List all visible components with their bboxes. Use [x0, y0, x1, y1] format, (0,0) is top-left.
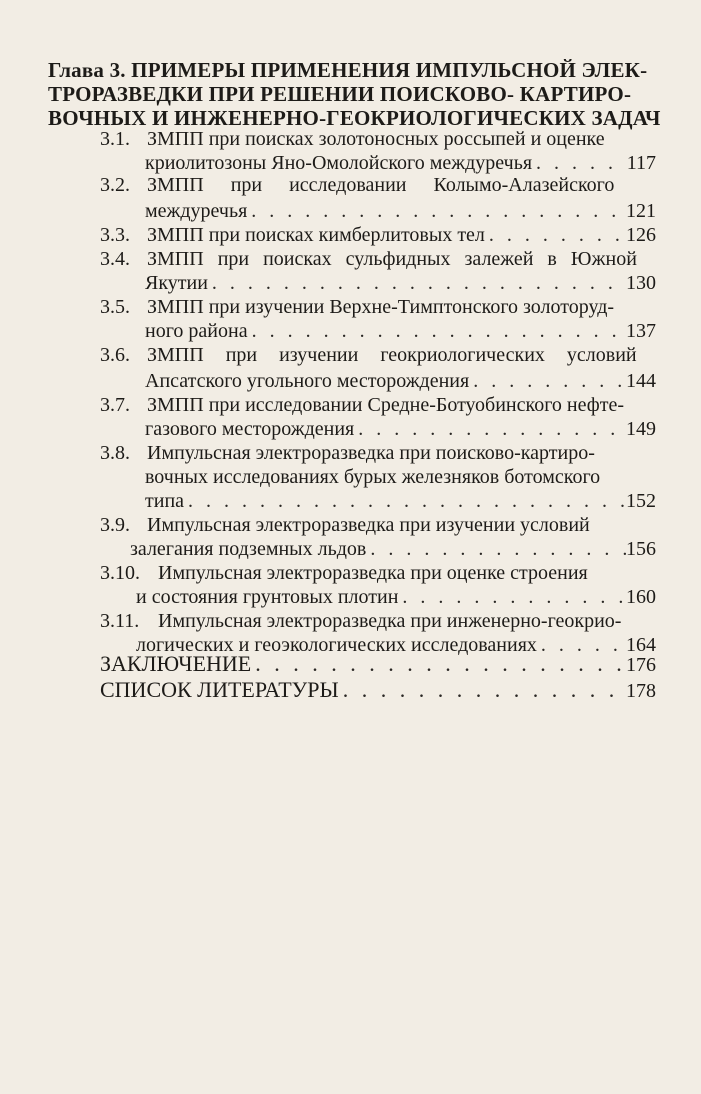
- leader-dots: [339, 677, 626, 703]
- entry-number: 3.5.: [100, 296, 130, 318]
- toc-entry: [0, 441, 701, 513]
- entry-title: ЗМПП при изучении Верхне-Тимптонского золоторуд-: [147, 296, 615, 318]
- toc-entry: [0, 247, 701, 295]
- entry-title: Импульсная электроразведка при инженерно-геокрио-: [158, 610, 622, 632]
- entry-title: ЗМПП при поисках золотоносных россыпей и оценке: [147, 128, 605, 150]
- leader-dots: [251, 651, 626, 677]
- leader-dots: [248, 319, 626, 343]
- entry-title: Импульсная электроразведка при изучении условий: [147, 514, 590, 536]
- entry-number: 3.3.: [100, 224, 130, 246]
- table-of-contents: [0, 127, 701, 657]
- entry-number: 3.11.: [100, 610, 140, 632]
- page-number: 117: [626, 152, 656, 174]
- chapter-heading-line: ТРОРАЗВЕДКИ ПРИ РЕШЕНИИ ПОИСКОВО- КАРТИРО-: [48, 82, 632, 106]
- entry-title-continued: Якутии: [145, 272, 208, 294]
- conclusion-entry: [100, 651, 656, 678]
- leader-dots: [532, 151, 627, 175]
- entry-title-line2: вочных исследованиях бурых железняков ботомского: [145, 466, 601, 488]
- page-number: 176: [626, 654, 656, 676]
- references-label: СПИСОК ЛИТЕРАТУРЫ: [100, 677, 339, 702]
- page-number: 160: [626, 586, 656, 608]
- page-number: 121: [626, 200, 656, 222]
- entry-number: 3.9.: [100, 514, 130, 536]
- toc-entry: [0, 561, 701, 609]
- toc-entry: [0, 343, 701, 393]
- page-number: 164: [626, 634, 656, 656]
- entry-title-continued: залегания подземных льдов: [130, 538, 367, 560]
- entry-number: 3.4.: [100, 248, 130, 270]
- entry-number: 3.6.: [100, 344, 130, 366]
- leader-dots: [469, 369, 626, 393]
- entry-title-continued: ного района: [145, 320, 248, 342]
- entry-title-continued: криолитозоны Яно-Омолойского междуречья: [145, 152, 533, 174]
- entry-title-continued: Апсатского угольного месторождения: [145, 370, 470, 392]
- toc-entry: [0, 295, 701, 343]
- toc-entry: [0, 127, 701, 173]
- entry-title-continued: газового месторождения: [145, 418, 355, 440]
- entry-title: Импульсная электроразведка при поисково-картиро-: [147, 442, 595, 464]
- entry-title: ЗМПП при поисках сульфидных залежей в Южной: [147, 248, 637, 270]
- entry-title-continued: междуречья: [145, 200, 248, 222]
- leader-dots: [485, 223, 626, 247]
- page-number: 178: [626, 680, 656, 702]
- references-entry: [100, 677, 656, 704]
- chapter-heading-line: ВОЧНЫХ И ИНЖЕНЕРНО-ГЕОКРИОЛОГИЧЕСКИХ ЗАДАЧ: [48, 106, 661, 130]
- leader-dots: [184, 489, 626, 513]
- chapter-heading-line: Глава 3. ПРИМЕРЫ ПРИМЕНЕНИЯ ИМПУЛЬСНОЙ ЭЛЕК-: [48, 58, 648, 82]
- leader-dots: [366, 537, 626, 561]
- chapter-heading: [48, 58, 661, 130]
- toc-entry: [0, 223, 701, 247]
- page-number: 130: [626, 272, 656, 294]
- page-number: 149: [626, 418, 656, 440]
- entry-number: 3.7.: [100, 394, 130, 416]
- entry-title: ЗМПП при исследовании Колымо-Алазейского: [147, 174, 615, 196]
- toc-entry: [0, 173, 701, 223]
- entry-number: 3.1.: [100, 128, 130, 150]
- page-number: 126: [626, 224, 656, 246]
- entry-number: 3.2.: [100, 174, 130, 196]
- entry-title: ЗМПП при поисках кимберлитовых тел: [147, 224, 485, 246]
- toc-entry: [0, 393, 701, 441]
- entry-title: ЗМПП при исследовании Средне-Ботуобинского нефте-: [147, 394, 624, 416]
- entry-title: Импульсная электроразведка при оценке строения: [158, 562, 588, 584]
- conclusion-label: ЗАКЛЮЧЕНИЕ: [100, 651, 252, 676]
- entry-number: 3.10.: [100, 562, 140, 584]
- entry-number: 3.8.: [100, 442, 130, 464]
- page-number: 137: [626, 320, 656, 342]
- page-number: 156: [626, 538, 656, 560]
- leader-dots: [398, 585, 626, 609]
- toc-entry: [0, 609, 701, 657]
- toc-entry: [0, 513, 701, 561]
- leader-dots: [208, 271, 626, 295]
- entry-title-continued: и состояния грунтовых плотин: [136, 586, 399, 608]
- leader-dots: [247, 199, 626, 223]
- page-number: 144: [626, 370, 656, 392]
- entry-title-continued: типа: [145, 490, 185, 512]
- entry-title: ЗМПП при изучении геокриологических условий: [147, 344, 637, 366]
- leader-dots: [354, 417, 626, 441]
- page-number: 152: [626, 490, 656, 512]
- entry-title-continued: логических и геоэкологических исследованиях: [136, 634, 537, 656]
